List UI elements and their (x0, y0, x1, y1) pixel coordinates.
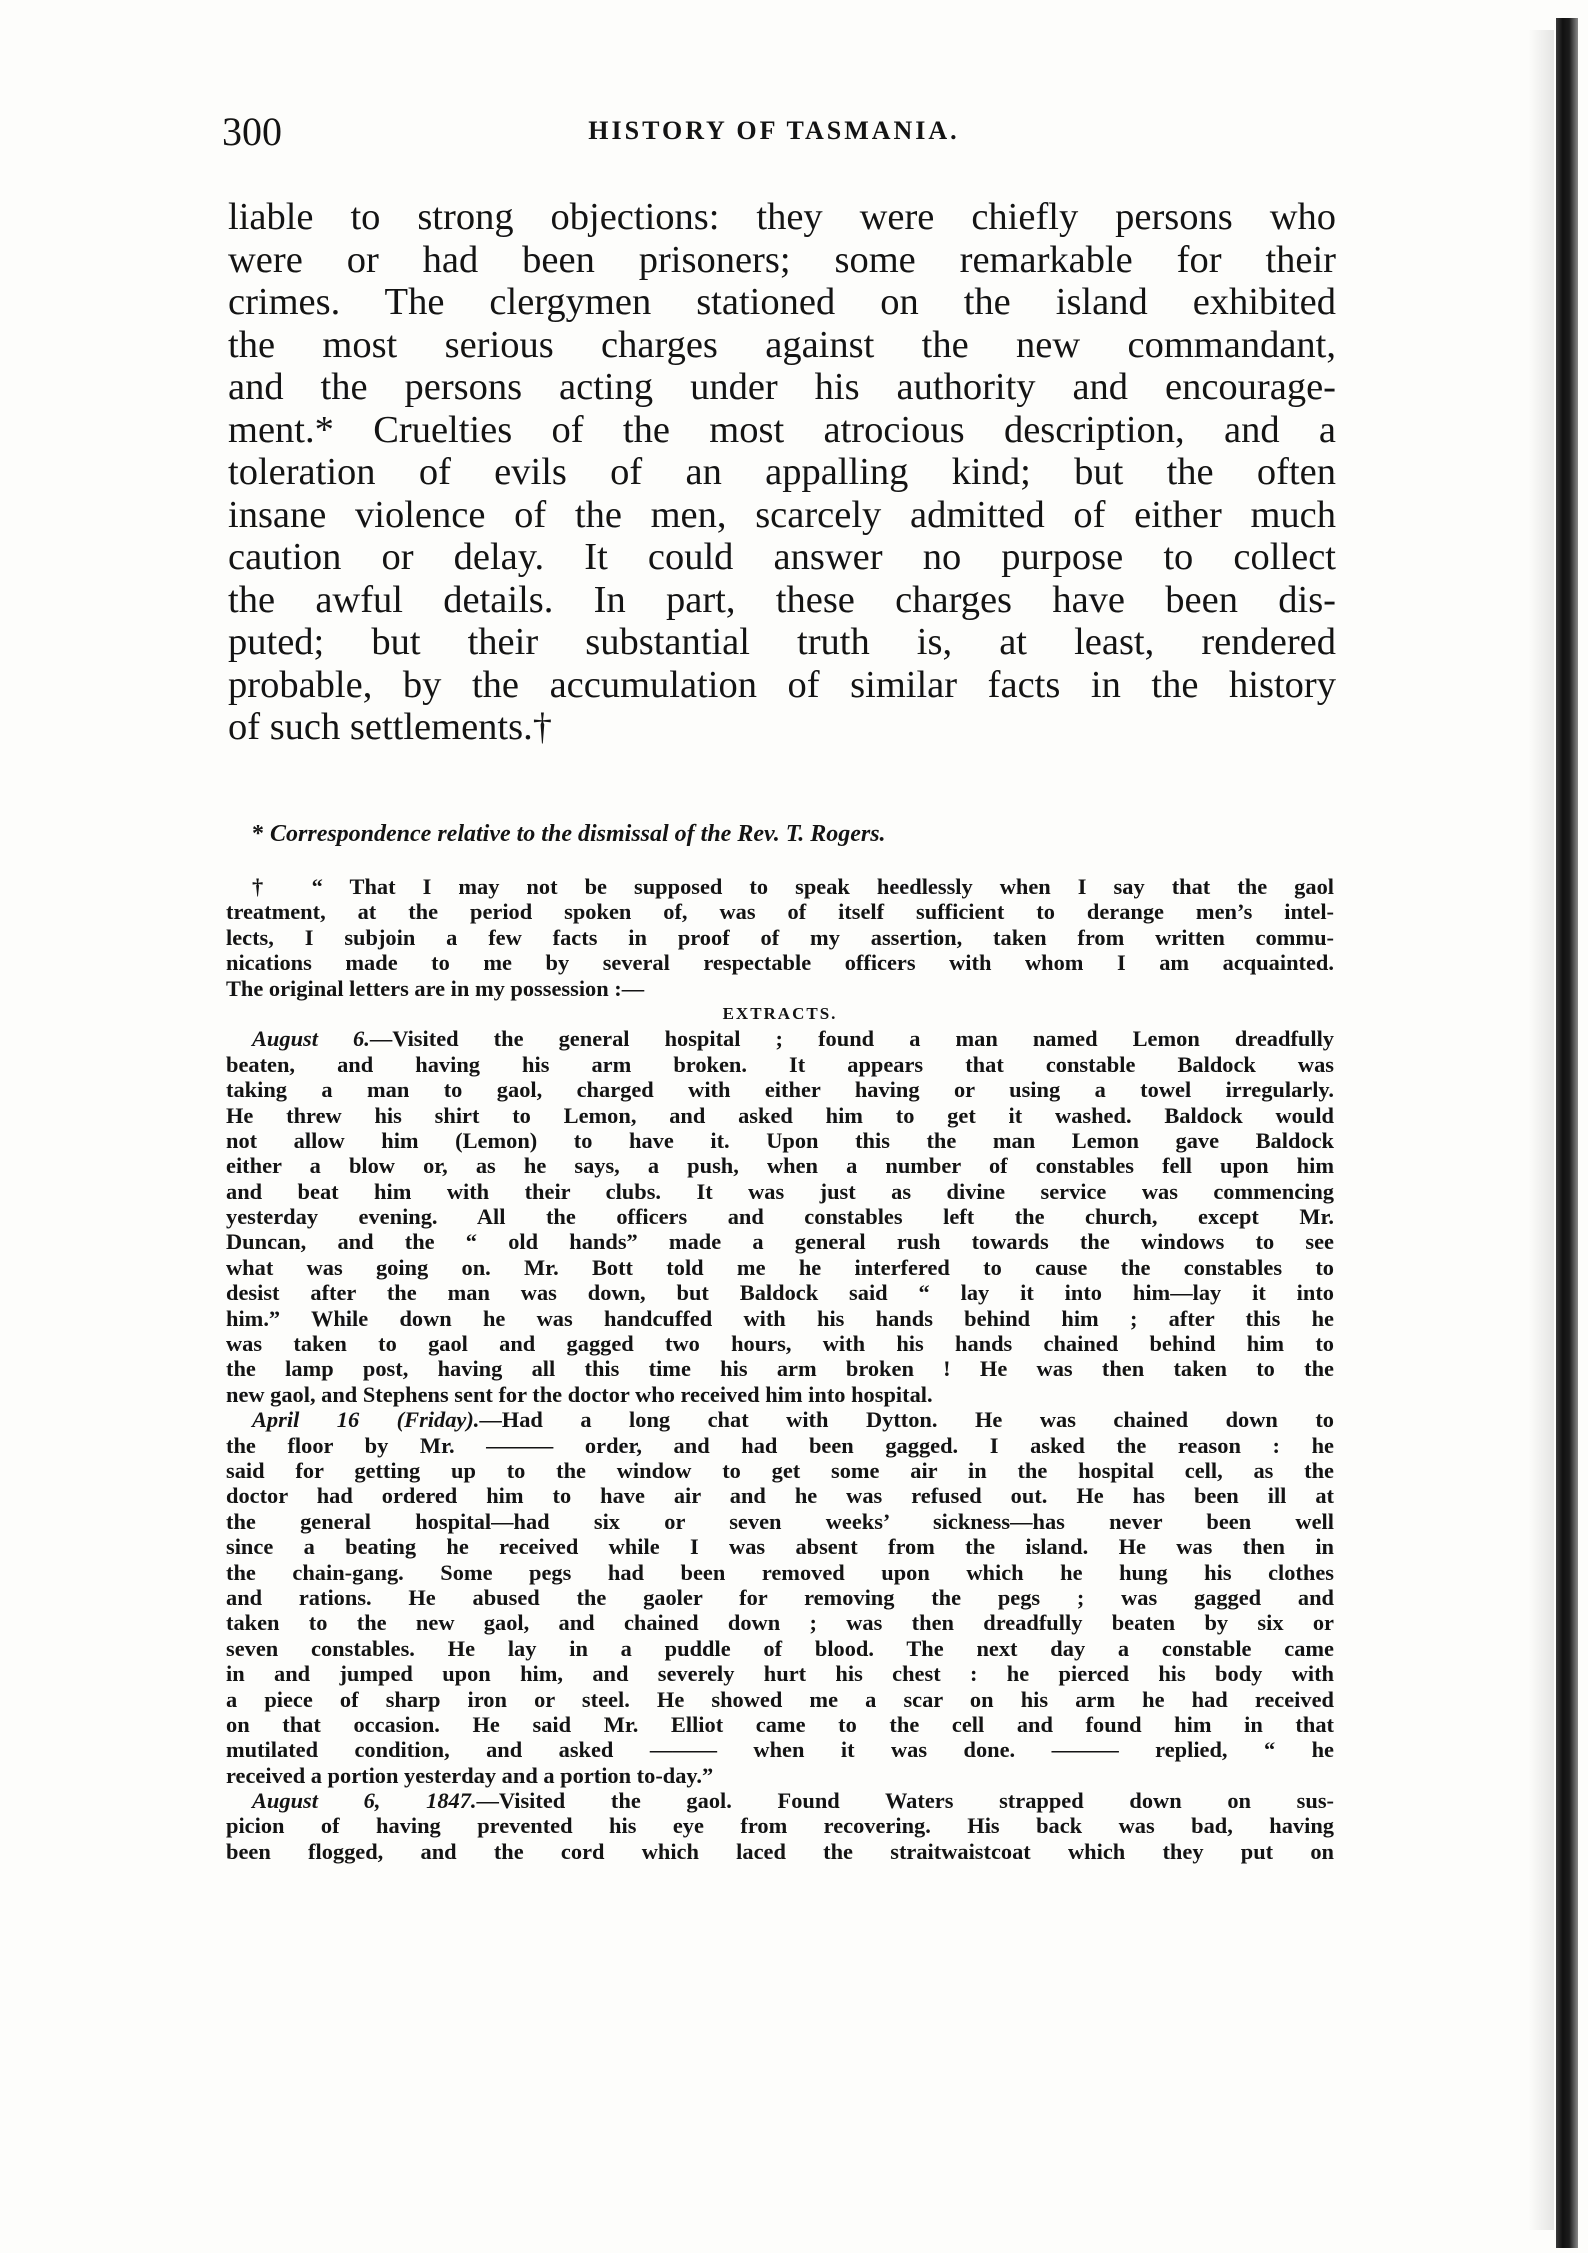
extract-april-16-line: mutilated condition, and asked ——— when it was done. ——— replied, “ he (226, 1737, 1334, 1763)
body-line: of such settlements.† (228, 706, 552, 748)
footnote-2-line: The original letters are in my possession :— (226, 975, 645, 1001)
footnote-2-line: † “ That I may not be supposed to speak heedlessly when I say that the gaol (252, 874, 1334, 899)
extract-august-1847-date: August 6, 1847. (252, 1788, 477, 1814)
body-line: toleration of evils of an appalling kind; but the often (228, 451, 1336, 493)
body-line: puted; but their substantial truth is, at least, rendered (228, 621, 1336, 663)
extract-august-1847-line (226, 1788, 1334, 1813)
extract-august-6-line: and beat him with their clubs. It was just as divine service was commencing (226, 1178, 1334, 1204)
extract-april-16-line: the floor by Mr. ——— order, and had been gagged. I asked the reason : he (226, 1432, 1334, 1458)
extract-april-16-date: April 16 (Friday). (252, 1407, 480, 1433)
page-number: 300 (222, 109, 282, 154)
extract-august-6-date: August 6. (252, 1026, 370, 1052)
extract-april-16-line: the general hospital—had six or seven weeks’ sickness—has never been well (226, 1508, 1334, 1534)
body-line: caution or delay. It could answer no purpose to collect (228, 536, 1336, 578)
extract-april-16-line: a piece of sharp iron or steel. He showed me a scar on his arm he had received (226, 1686, 1334, 1712)
body-line: crimes. The clergymen stationed on the island exhibited (228, 281, 1336, 323)
body-line: the most serious charges against the new commandant, (228, 323, 1336, 366)
body-line: were or had been prisoners; some remarkable for their (228, 238, 1336, 281)
extracts-heading: EXTRACTS. (722, 1003, 838, 1023)
body-line: liable to strong objections: they were chiefly persons who (228, 196, 1336, 238)
extract-april-16-line: since a beating he received while I was absent from the island. He was then in (226, 1534, 1334, 1560)
body-line: probable, by the accumulation of similar facts in the history (228, 663, 1336, 706)
footnotes (226, 822, 1334, 1864)
body-line: and the persons acting under his authority and encourage- (228, 366, 1336, 408)
extract-august-6-line: was taken to gaol and gagged two hours, with his hands chained behind him to (226, 1331, 1334, 1357)
extract-text: —Visited the gaol. Found Waters strapped down on sus- (476, 1788, 1334, 1814)
extract-august-6-line: He threw his shirt to Lemon, and asked him to get it washed. Baldock would (226, 1102, 1334, 1128)
extract-text: —Had a long chat with Dytton. He was chained down to (479, 1407, 1334, 1433)
extract-april-16-line: in and jumped upon him, and severely hurt his chest : he pierced his body with (226, 1661, 1334, 1687)
extract-text: —Visited the general hospital ; found a man named Lemon dreadfully (369, 1026, 1334, 1052)
extract-august-6-line: taking a man to gaol, charged with either having or using a towel irregularly. (226, 1077, 1334, 1103)
body-text (228, 196, 1336, 749)
extract-august-6-line: beaten, and having his arm broken. It appears that constable Baldock was (226, 1051, 1334, 1077)
extract-august-6-line: desist after the man was down, but Baldock said “ lay it into him—lay it into (226, 1280, 1334, 1306)
running-title: HISTORY OF TASMANIA. (588, 116, 960, 145)
extract-april-16-line: received a portion yesterday and a portion to-day.” (226, 1762, 714, 1788)
extract-august-1847-line: been flogged, and the cord which laced the straitwaistcoat which they put on (226, 1838, 1334, 1864)
extract-august-6-line: new gaol, and Stephens sent for the doctor who received him into hospital. (226, 1381, 933, 1407)
extract-april-16-line: the chain-gang. Some pegs had been removed upon which he hung his clothes (226, 1559, 1334, 1585)
extract-april-16-line: and rations. He abused the gaoler for removing the pegs ; was gagged and (226, 1584, 1334, 1610)
extract-august-6-line: the lamp post, having all this time his arm broken ! He was then taken to the (226, 1356, 1334, 1382)
footnote-1-text: Correspondence relative to the dismissal of the Rev. T. Rogers. (270, 821, 886, 847)
extract-august-6-line: what was going on. Mr. Bott told me he interfered to cause the constables to (226, 1254, 1334, 1280)
extract-april-16-line (226, 1407, 1334, 1432)
extract-august-6-line: yesterday evening. All the officers and constables left the church, except Mr. (226, 1204, 1334, 1230)
footnote-2-line: treatment, at the period spoken of, was of itself sufficient to derange men’s intel- (226, 899, 1334, 925)
extract-august-6-line: him.” While down he was handcuffed with his hands behind him ; after this he (226, 1305, 1334, 1331)
extract-april-16-line: taken to the new gaol, and chained down ; was then dreadfully beaten by six or (226, 1610, 1334, 1636)
extract-august-6-line: Duncan, and the “ old hands” made a general rush towards the windows to see (226, 1229, 1334, 1255)
extract-april-16-line: on that occasion. He said Mr. Elliot came to the cell and found him in that (226, 1711, 1334, 1737)
body-line: ment.* Cruelties of the most atrocious description, and a (228, 408, 1336, 451)
footnote-2-line: lects, I subjoin a few facts in proof of my assertion, taken from written commu- (226, 924, 1334, 950)
extract-august-1847-line: picion of having prevented his eye from recovering. His back was bad, having (226, 1813, 1334, 1839)
extract-august-6-line: either a blow or, as he says, a push, when a number of constables fell upon him (226, 1153, 1334, 1179)
extract-april-16-line: said for getting up to the window to get some air in the hospital cell, as the (226, 1457, 1334, 1483)
extract-april-16-line: seven constables. He lay in a puddle of blood. The next day a constable came (226, 1635, 1334, 1661)
footnote-1 (226, 822, 1334, 852)
body-line: the awful details. In part, these charges have been dis- (228, 578, 1336, 621)
extract-april-16-line: doctor had ordered him to have air and he was refused out. He has been ill at (226, 1483, 1334, 1509)
extract-august-6-line: not allow him (Lemon) to have it. Upon this the man Lemon gave Baldock (226, 1127, 1334, 1153)
extract-august-6-line (226, 1026, 1334, 1051)
page-edge-bar (1556, 18, 1578, 2248)
footnote-1-marker: * (252, 821, 264, 847)
footnote-2-line: nications made to me by several respectable officers with whom I am acquainted. (226, 950, 1334, 976)
page-gutter-shadow (1528, 30, 1554, 2230)
body-line: insane violence of the men, scarcely admitted of either much (228, 493, 1336, 536)
page-header (222, 108, 1326, 168)
